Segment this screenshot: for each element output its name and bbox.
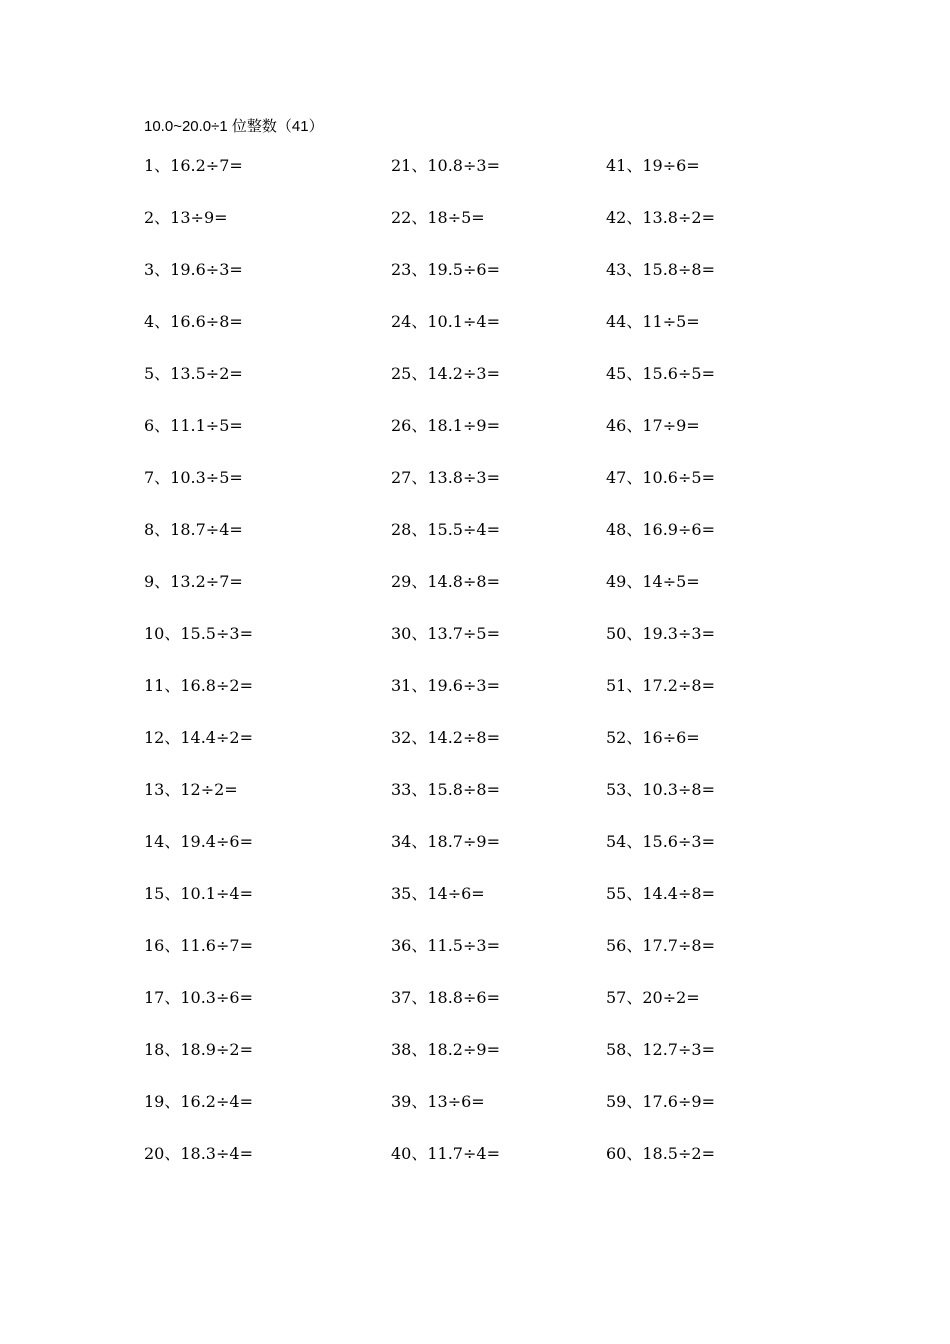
problem-item: 16、11.6÷7= [144,936,253,955]
problem-item: 55、14.4÷8= [606,884,715,903]
problem-item: 9、13.2÷7= [144,572,243,591]
problem-column-2 [391,156,500,1196]
problem-item: 17、10.3÷6= [144,988,253,1007]
problem-item: 37、18.8÷6= [391,988,500,1007]
problem-item: 54、15.6÷3= [606,832,715,851]
problem-item: 4、16.6÷8= [144,312,243,331]
problem-item: 15、10.1÷4= [144,884,253,903]
problem-item: 28、15.5÷4= [391,520,500,539]
problem-column-1 [144,156,253,1196]
problem-item: 42、13.8÷2= [606,208,715,227]
problem-item: 43、15.8÷8= [606,260,715,279]
problem-item: 26、18.1÷9= [391,416,500,435]
problem-item: 49、14÷5= [606,572,700,591]
problem-item: 7、10.3÷5= [144,468,243,487]
problem-item: 38、18.2÷9= [391,1040,500,1059]
problem-item: 18、18.9÷2= [144,1040,253,1059]
problem-item: 32、14.2÷8= [391,728,500,747]
problem-item: 46、17÷9= [606,416,700,435]
problem-item: 52、16÷6= [606,728,700,747]
problem-item: 8、18.7÷4= [144,520,243,539]
problem-item: 56、17.7÷8= [606,936,715,955]
problem-item: 53、10.3÷8= [606,780,715,799]
problem-item: 33、15.8÷8= [391,780,500,799]
problem-item: 45、15.6÷5= [606,364,715,383]
problem-item: 31、19.6÷3= [391,676,500,695]
problem-item: 48、16.9÷6= [606,520,715,539]
problem-item: 3、19.6÷3= [144,260,243,279]
problem-item: 5、13.5÷2= [144,364,243,383]
problem-item: 22、18÷5= [391,208,485,227]
problem-item: 35、14÷6= [391,884,485,903]
problem-item: 29、14.8÷8= [391,572,500,591]
problem-item: 57、20÷2= [606,988,700,1007]
problem-item: 50、19.3÷3= [606,624,715,643]
problem-item: 58、12.7÷3= [606,1040,715,1059]
problem-item: 25、14.2÷3= [391,364,500,383]
problem-item: 34、18.7÷9= [391,832,500,851]
problem-item: 27、13.8÷3= [391,468,500,487]
problem-item: 1、16.2÷7= [144,156,243,175]
problem-item: 21、10.8÷3= [391,156,500,175]
problem-item: 24、10.1÷4= [391,312,500,331]
problem-column-3 [606,156,715,1196]
problem-item: 40、11.7÷4= [391,1144,500,1163]
problem-item: 44、11÷5= [606,312,700,331]
problem-item: 2、13÷9= [144,208,228,227]
problem-item: 60、18.5÷2= [606,1144,715,1163]
problem-item: 13、12÷2= [144,780,238,799]
problem-item: 36、11.5÷3= [391,936,500,955]
problem-item: 20、18.3÷4= [144,1144,253,1163]
problem-item: 23、19.5÷6= [391,260,500,279]
problem-item: 11、16.8÷2= [144,676,253,695]
problem-item: 14、19.4÷6= [144,832,253,851]
worksheet-title: 10.0~20.0÷1 位整数（41） [144,118,324,135]
problem-item: 51、17.2÷8= [606,676,715,695]
problem-item: 6、11.1÷5= [144,416,243,435]
problem-item: 19、16.2÷4= [144,1092,253,1111]
problem-item: 39、13÷6= [391,1092,485,1111]
problem-item: 10、15.5÷3= [144,624,253,643]
problem-item: 12、14.4÷2= [144,728,253,747]
problem-item: 41、19÷6= [606,156,700,175]
problem-item: 30、13.7÷5= [391,624,500,643]
problem-item: 59、17.6÷9= [606,1092,715,1111]
problem-item: 47、10.6÷5= [606,468,715,487]
